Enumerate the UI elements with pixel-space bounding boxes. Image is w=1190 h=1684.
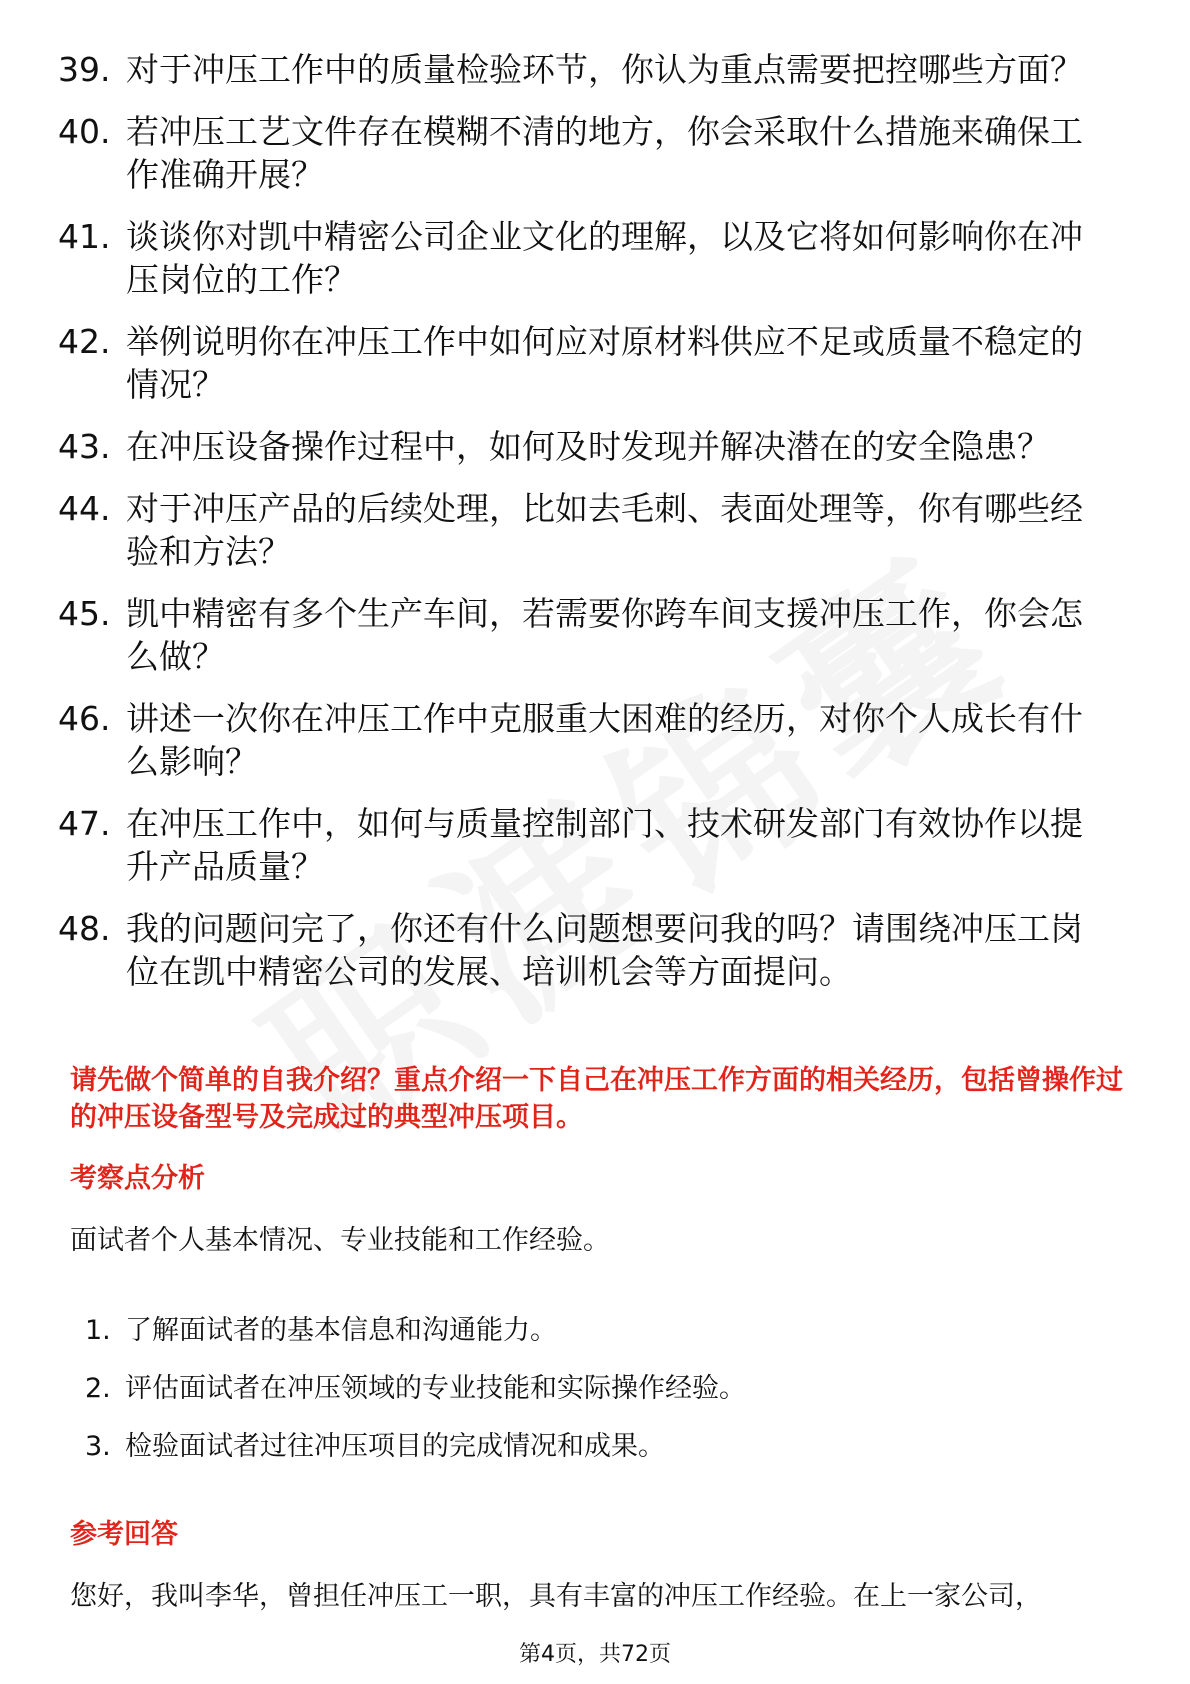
reference-text: 您好，我叫李华，曾担任冲压工一职，具有丰富的冲压工作经验。在上一家公司， [70,1581,1042,1612]
reference-title: 参考回答 [70,1519,178,1550]
question-number: 48. [58,909,111,948]
question-text: 若冲压工艺文件存在模糊不清的地方，你会采取什么措施来确保工作准确开展？ [126,112,1083,194]
analysis-point [85,1428,746,1465]
question-text: 对于冲压产品的后续处理，比如去毛刺、表面处理等，你有哪些经验和方法？ [126,489,1083,571]
question-item [58,215,1128,301]
analysis-points [85,1312,746,1486]
question-number: 43. [58,427,111,466]
question-item [58,697,1128,783]
question-text: 对于冲压工作中的质量检验环节，你认为重点需要把控哪些方面？ [126,50,1083,89]
question-item [58,48,1128,91]
highlight-question: 请先做个简单的自我介绍？重点介绍一下自己在冲压工作方面的相关经历，包括曾操作过的冲压设备型号及完成过的典型冲压项目。 [70,1065,1123,1133]
question-number: 40. [58,112,111,151]
question-item [58,425,1128,468]
point-number: 2. [85,1373,111,1404]
point-text: 了解面试者的基本信息和沟通能力。 [125,1315,557,1346]
question-number: 44. [58,489,111,528]
point-number: 1. [85,1315,111,1346]
question-text: 在冲压设备操作过程中，如何及时发现并解决潜在的安全隐患？ [126,427,1050,466]
question-item [58,487,1128,573]
question-item [58,110,1128,196]
point-number: 3. [85,1431,111,1462]
question-number: 42. [58,322,111,361]
question-text: 举例说明你在冲压工作中如何应对原材料供应不足或质量不稳定的情况？ [126,322,1083,404]
analysis-point [85,1312,746,1349]
question-item [58,802,1128,888]
question-item [58,907,1128,993]
question-number: 41. [58,217,111,256]
question-item [58,592,1128,678]
analysis-intro: 面试者个人基本情况、专业技能和工作经验。 [70,1225,610,1256]
point-text: 检验面试者过往冲压项目的完成情况和成果。 [125,1431,665,1462]
question-list [58,48,1128,1012]
question-text: 在冲压工作中，如何与质量控制部门、技术研发部门有效协作以提升产品质量？ [126,804,1083,886]
page-footer: 第4页，共72页 [519,1642,671,1667]
point-text: 评估面试者在冲压领域的专业技能和实际操作经验。 [125,1373,746,1404]
analysis-point [85,1370,746,1407]
analysis-title: 考察点分析 [70,1163,205,1194]
question-text: 我的问题问完了，你还有什么问题想要问我的吗？请围绕冲压工岗位在凯中精密公司的发展、培训机会等方面提问。 [126,909,1083,991]
question-number: 46. [58,699,111,738]
question-item [58,320,1128,406]
question-text: 凯中精密有多个生产车间，若需要你跨车间支援冲压工作，你会怎么做？ [126,594,1083,676]
question-number: 47. [58,804,111,843]
question-text: 讲述一次你在冲压工作中克服重大困难的经历，对你个人成长有什么影响？ [126,699,1083,781]
question-number: 39. [58,50,111,89]
question-number: 45. [58,594,111,633]
question-text: 谈谈你对凯中精密公司企业文化的理解，以及它将如何影响你在冲压岗位的工作？ [126,217,1083,299]
